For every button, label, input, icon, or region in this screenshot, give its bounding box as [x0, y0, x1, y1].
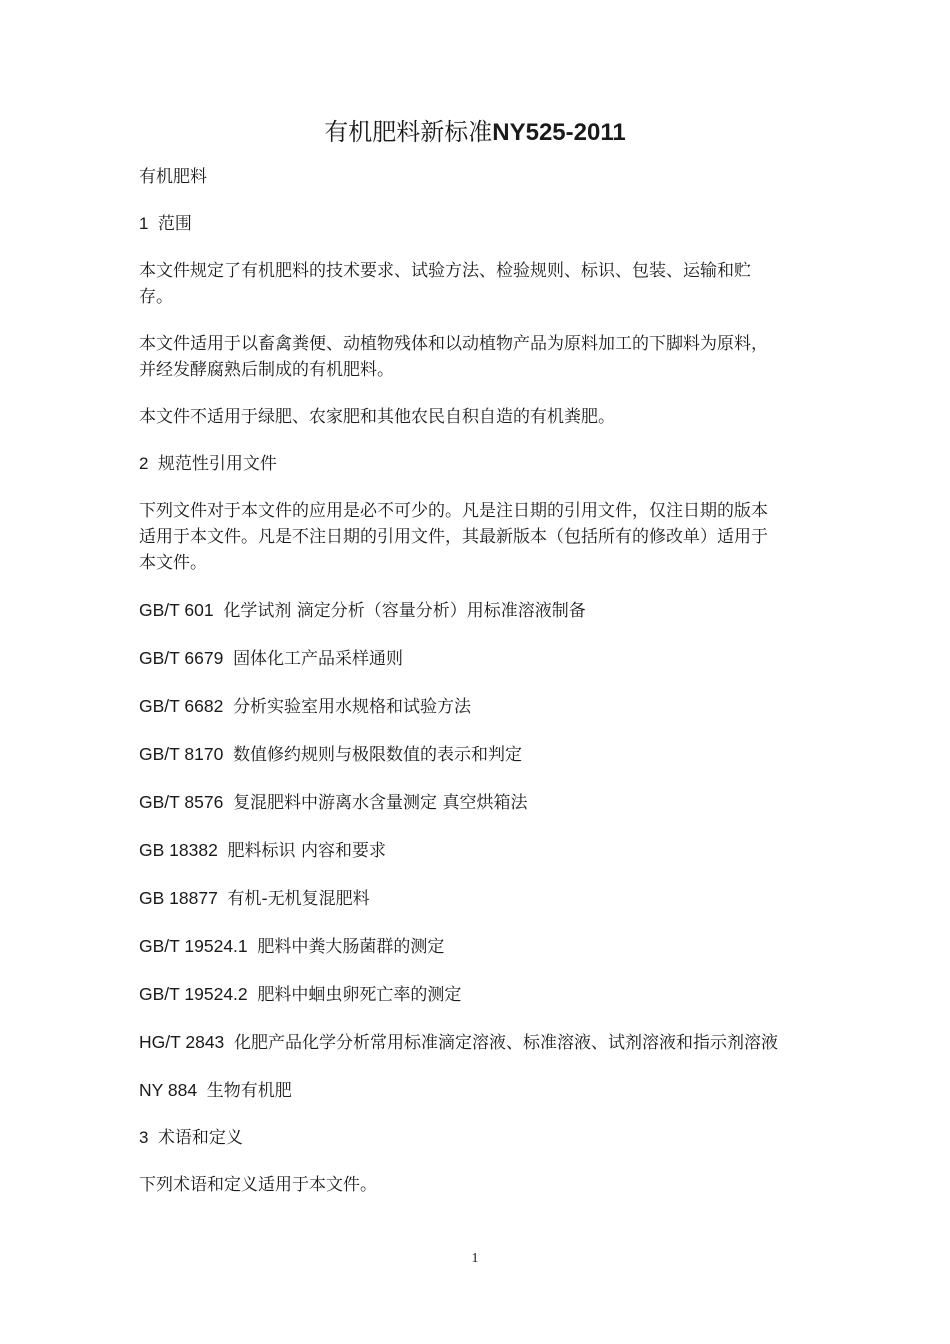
reference-title: 肥料中蛔虫卵死亡率的测定	[257, 985, 462, 1005]
section-2-heading	[139, 451, 779, 477]
document-title	[0, 114, 950, 151]
reference-item	[139, 837, 779, 864]
scope-paragraph: 本文件不适用于绿肥、农家肥和其他农民自积自造的有机粪肥。	[139, 407, 615, 427]
reference-title: 有机-无机复混肥料	[227, 889, 370, 909]
reference-title: 肥料标识 内容和要求	[227, 841, 386, 861]
scope-paragraph: 本文件适用于以畜禽粪便、动植物残体和以动植物产品为原料加工的下脚料为原料，并经发酵腐熟后制成的有机肥料。	[139, 334, 768, 380]
reference-code: GB/T 6679	[139, 648, 224, 668]
reference-code: GB/T 6682	[139, 696, 224, 716]
reference-item	[139, 597, 779, 624]
document-body	[139, 164, 779, 1219]
reference-item	[139, 1077, 779, 1104]
subtitle: 有机肥料	[139, 167, 207, 187]
reference-title: 肥料中粪大肠菌群的测定	[257, 937, 445, 957]
reference-item	[139, 693, 779, 720]
section-1-heading	[139, 211, 779, 237]
section-title: 范围	[157, 214, 192, 234]
terms-intro: 下列术语和定义适用于本文件。	[139, 1175, 377, 1195]
reference-code: GB/T 601	[139, 600, 214, 620]
section-title: 术语和定义	[157, 1128, 243, 1148]
reference-title: 生物有机肥	[206, 1081, 292, 1101]
reference-title: 固体化工产品采样通则	[233, 649, 404, 669]
reference-item	[139, 1029, 779, 1056]
reference-code: HG/T 2843	[139, 1032, 225, 1052]
section-number: 2	[139, 454, 149, 473]
section-3-heading	[139, 1125, 779, 1151]
reference-title: 化学试剂 滴定分析（容量分析）用标准溶液制备	[223, 601, 586, 621]
reference-item	[139, 645, 779, 672]
reference-code: GB/T 8576	[139, 792, 224, 812]
scope-paragraph: 本文件规定了有机肥料的技术要求、试验方法、检验规则、标识、包装、运输和贮存。	[139, 261, 751, 307]
reference-code: GB/T 19524.1	[139, 936, 248, 956]
reference-title: 分析实验室用水规格和试验方法	[233, 697, 472, 717]
section-title: 规范性引用文件	[157, 454, 277, 474]
reference-title: 复混肥料中游离水含量测定 真空烘箱法	[233, 793, 528, 813]
section-number: 1	[139, 214, 149, 233]
reference-item	[139, 789, 779, 816]
reference-code: GB 18877	[139, 888, 218, 908]
reference-title: 数值修约规则与极限数值的表示和判定	[233, 745, 523, 765]
page-number: 1	[471, 1251, 479, 1266]
references-intro: 下列文件对于本文件的应用是必不可少的。凡是注日期的引用文件，仅注日期的版本适用于本文件。凡是不注日期的引用文件，其最新版本（包括所有的修改单）适用于本文件。	[139, 501, 768, 573]
reference-item	[139, 885, 779, 912]
reference-item	[139, 933, 779, 960]
reference-code: GB/T 8170	[139, 744, 224, 764]
reference-code: GB 18382	[139, 840, 218, 860]
reference-item	[139, 741, 779, 768]
title-standard-code: NY525-2011	[492, 119, 626, 146]
title-text: 有机肥料新标准	[324, 118, 493, 146]
section-number: 3	[139, 1128, 149, 1147]
reference-title: 化肥产品化学分析常用标准滴定溶液、标准溶液、试剂溶液和指示剂溶液	[234, 1033, 779, 1053]
reference-code: GB/T 19524.2	[139, 984, 248, 1004]
reference-code: NY 884	[139, 1080, 198, 1100]
reference-item	[139, 981, 779, 1008]
